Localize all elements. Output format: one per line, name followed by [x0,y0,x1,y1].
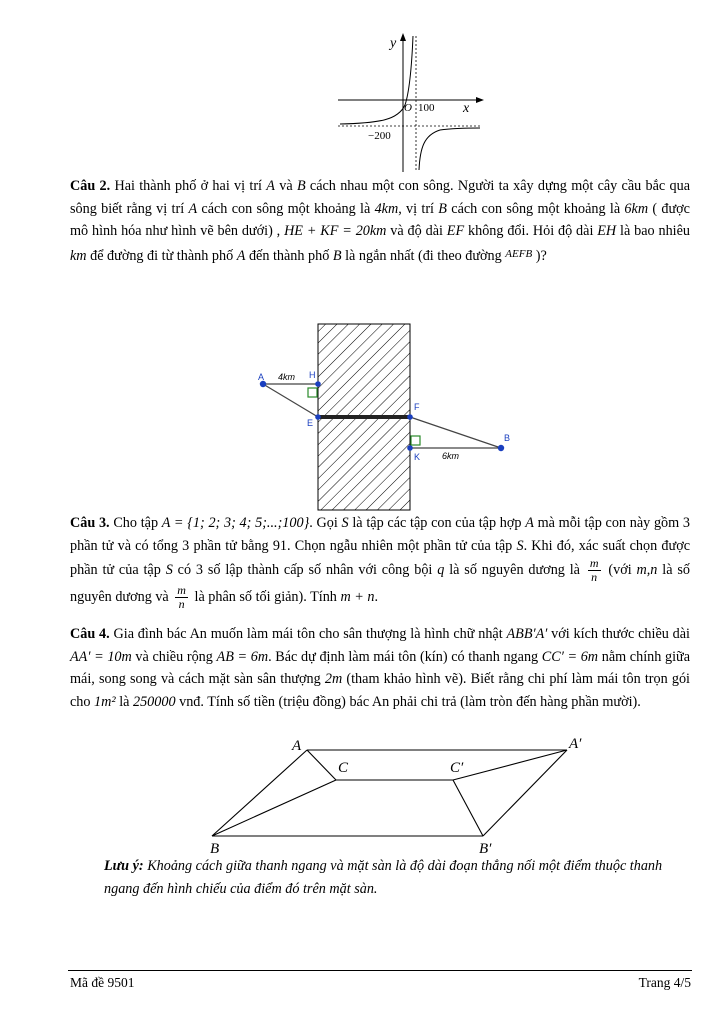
q4-text: . Bác dự định làm mái tôn (kín) có thanh ngang [268,648,542,665]
q2-text: là ngắn nhất (đi theo đường [341,247,506,264]
question-4 [70,623,690,713]
q2-var: A [188,200,198,217]
hyperbola-graph [0,0,725,175]
exam-code: Mã đề 9501 [70,975,135,990]
fraction-den: n [591,570,598,585]
graph-y-tick: −200 [368,130,391,142]
q4-text: vnđ. Tính số tiền (triệu đồng) bác An phải chi trả (làm tròn đến hàng phần mười). [175,693,641,710]
question-3 [70,512,690,611]
q4-text: Gia đình bác An muốn làm mái tôn cho sân thượng là hình chữ nhật [109,626,507,642]
q3-text: . Khi đó, xác suất chọn được phần tử của tập [70,537,690,578]
q4-text: là [115,693,133,710]
fraction-num: m [589,556,599,571]
note-text: Khoảng cách giữa thanh ngang và mặt sàn là độ dài đoạn thẳng nối một điểm thuộc thanh ngang đến hình chiếu của điểm đó trên mặt sàn. [104,858,663,897]
q2-math: HE + KF = 20km [284,223,387,240]
roof-label-a: A [292,738,302,754]
label-h: H [309,370,316,380]
q3-var: m,n [636,561,658,578]
label-f: F [414,402,420,412]
fraction-m-n [588,557,601,584]
label-b: B [504,433,511,443]
q2-var: A [236,247,246,264]
q4-math: 2m [324,671,343,688]
q2-text: để đường đi từ thành phố [86,247,237,264]
q4-text: và chiều rộng [131,648,217,665]
q4-text: (tham khảo hình vẽ). Biết rằng chi phí làm mái tôn trọn gói cho [70,671,690,710]
roof-label-b: B [210,841,220,857]
q3-var: A [525,515,534,531]
q2-var: A [266,178,275,194]
q2-text: Hai thành phố ở hai vị trí [110,178,267,194]
q3-var: S [516,537,524,554]
q3-var: S [341,515,349,531]
q2-text: )? [532,247,547,264]
label-4km: 4km [278,372,296,382]
q2-math: EH [597,223,617,240]
q4-math: ABB′A′ [506,626,548,642]
q2-text: cách nhau một con sông. Người ta xây dựng một cây cầu bắc qua sông biết rằng vị trí [70,178,690,217]
q3-math: m + n [340,588,375,605]
q2-math: 6km [624,200,649,217]
label-k: K [414,452,421,462]
roof-label-c-prime: C′ [450,760,464,776]
q3-text: . Gọi [309,515,342,531]
q3-text: . [374,588,378,605]
q2-text: đến thành phố [245,247,333,264]
q3-text: có 3 số lập thành cấp số nhân với công bội [172,561,438,578]
q4-math: 1m² [94,693,116,710]
q2-var: B [296,178,306,194]
q2-var: B [438,200,447,217]
fraction-num: m [177,583,186,598]
q2-var: B [332,247,342,264]
footer-divider [68,970,692,971]
fraction-m-n [175,584,188,611]
q3-text: là phân số tối giản). Tính [190,588,341,605]
q3-text: là số nguyên dương và [70,561,690,605]
q2-text: cách con sông một khoảng là [197,200,375,217]
question-2-label: Câu 2. [70,178,111,194]
q3-text: Cho tập [109,515,162,531]
q4-text: nằm chính giữa mái, song song và cách mặt sàn sân thượng [70,648,691,688]
label-a: A [258,372,265,382]
point-b [498,445,504,451]
q2-math: km [70,247,87,264]
q2-text: không đổi. Hỏi độ dài [464,223,598,240]
question-2 [70,175,690,267]
q2-path: AEFB [505,247,533,260]
q4-text: với kích thước chiều dài [547,626,690,642]
q3-text: là tập các tập con của tập hợp [348,515,526,531]
note [104,855,690,900]
fraction-den: n [178,597,185,612]
roof-label-c: C [338,760,349,776]
q2-text: cách con sông một khoảng là [446,200,625,217]
q3-text: (với [603,561,637,578]
graph-x-tick: 100 [418,102,435,114]
roof-figure [0,735,725,855]
river-bridge-figure [0,310,725,510]
label-e: E [307,418,314,428]
q2-text: và [274,178,297,194]
q2-text: là bao nhiêu [616,223,691,240]
q2-math: EF [446,223,465,240]
question-3-label: Câu 3. [70,515,110,531]
q3-var: S [165,561,173,578]
q2-text: và độ dài [386,223,447,240]
q4-math: AB = 6m [216,648,269,665]
q4-math: CC′ = 6m [541,648,599,665]
roof-label-b-prime: B′ [479,841,492,857]
q3-text: là số nguyên dương là [444,561,585,578]
q3-var: q [437,561,445,578]
page-number: Trang 4/5 [638,975,691,990]
q2-text: , vị trí [398,200,439,217]
q3-text: mà mỗi tập con này gồm 3 phần tử và có tổng 3 phần tử bằng 91. Chọn ngẫu nhiên một phần tử của tập [70,515,691,554]
note-label: Lưu ý: [104,858,144,874]
graph-origin-label: O [404,102,412,114]
roof-label-a-prime: A′ [569,736,582,752]
graph-x-label: x [463,101,470,116]
graph-y-label: y [390,36,397,51]
q2-math: 4km [374,200,399,217]
label-6km: 6km [442,451,460,461]
q4-math: AA′ = 10m [70,648,132,665]
q3-set: A = {1; 2; 3; 4; 5;...;100} [161,515,310,531]
q4-math: 250000 [132,693,176,710]
q2-text: ( được mô hình hóa như hình vẽ bên dưới) , [70,200,690,240]
question-4-label: Câu 4. [70,626,110,642]
